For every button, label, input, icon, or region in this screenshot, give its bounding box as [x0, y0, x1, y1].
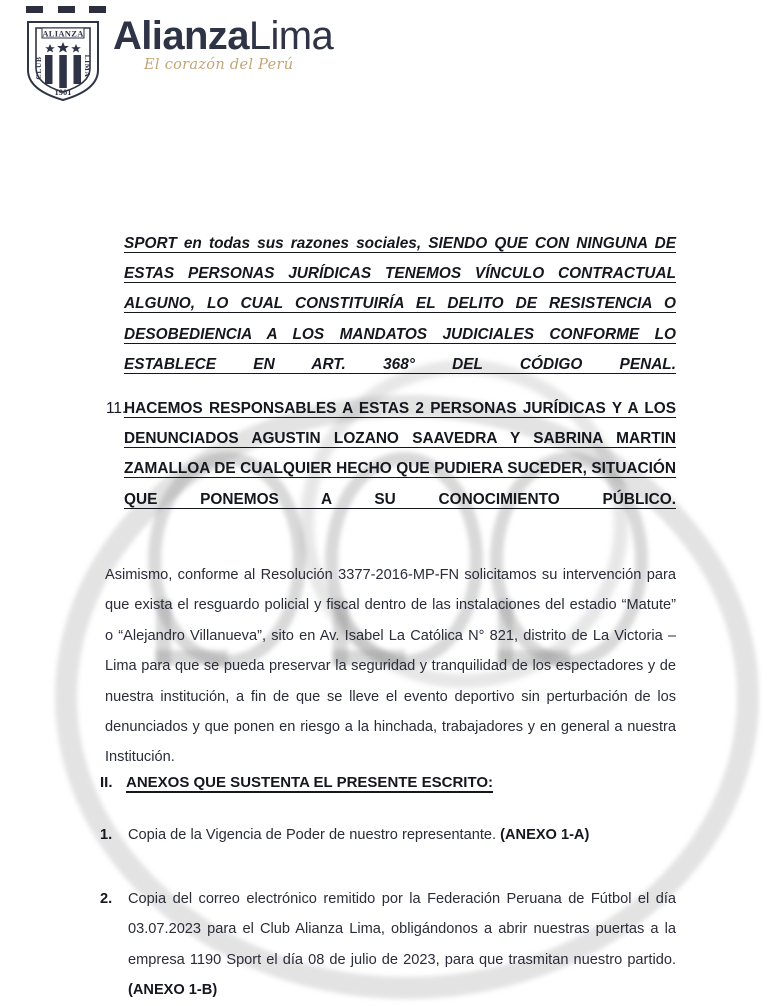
brand-lockup	[113, 14, 333, 73]
alianza-lima-crest-logo	[24, 16, 102, 102]
brand-wordmark	[113, 14, 333, 58]
brand-name-bold: Alianza	[113, 14, 249, 58]
svg-text:1901: 1901	[54, 87, 72, 97]
crest-top-marks	[26, 6, 106, 13]
anexo-2-text: Copia del correo electrónico remitido por la Federación Peruana de Fútbol el día 03.07.2023 para el Club Alianza Lima, obligándonos a abrir nuestras puertas a la empresa 1190 Sport el día 08 de julio de 2023, para que trasmitan nuestro partido.	[128, 891, 676, 968]
anexo-1-marker: 1.	[100, 827, 113, 843]
anexo-list-item-2	[100, 884, 676, 1006]
anexo-2-body	[128, 884, 676, 1006]
section-numeral: II.	[100, 774, 113, 791]
anexo-1-body	[128, 820, 676, 850]
anexo-2-marker: 2.	[100, 891, 113, 907]
numbered-item-11-marker: 11.	[106, 400, 127, 417]
anexo-list-item-1	[100, 820, 676, 850]
svg-text:CLUB: CLUB	[34, 56, 43, 80]
section-title: ANEXOS QUE SUSTENTA EL PRESENTE ESCRITO:	[126, 774, 494, 791]
numbered-item-11	[106, 394, 676, 515]
letterhead-header	[0, 0, 767, 105]
anexo-2-reference: (ANEXO 1-B)	[128, 982, 218, 999]
paragraph-asimismo: Asimismo, conforme al Resolución 3377-2016-MP-FN solicitamos su intervención para que exista el resguardo policial y fiscal dentro de las instalaciones del estadio “Matute” o “Alejandro Villanueva”, sito en Av. Isabel La Católica N° 821, distrito de La Victoria – Lima para que se pueda preservar la seguridad y tranquilidad de los espectadores y de nuestra institución, a fin de que se lleve el evento deportivo sin perturbación de los denunciados y que ponen en riesgo a la hinchada, trabajadores y en general a nuestra Institución.	[105, 567, 676, 766]
brand-tagline: El corazón del Perú	[144, 57, 294, 73]
numbered-item-11-text: HACEMOS RESPONSABLES A ESTAS 2 PERSONAS JURÍDICAS Y A LOS DENUNCIADOS AGUSTIN LOZANO SAAVEDRA Y SABRINA MARTIN ZAMALLOA DE CUALQUIER HECHO QUE PUDIERA SUCEDER, SITUACIÓN QUE PONEMOS A SU CONOCIMIENTO PÚBLICO.	[124, 400, 676, 508]
svg-text:ALIANZA: ALIANZA	[42, 28, 84, 39]
section-heading-anexos	[100, 774, 676, 792]
anexo-1-text: Copia de la Vigencia de Poder de nuestro representante.	[128, 827, 501, 843]
anexo-1-reference: (ANEXO 1-A)	[500, 827, 590, 843]
svg-text:LIMA: LIMA	[83, 54, 92, 78]
brand-name-light: Lima	[248, 14, 334, 58]
paragraph-continued-sport: SPORT en todas sus razones sociales, SIENDO QUE CON NINGUNA DE ESTAS PERSONAS JURÍDICAS TENEMOS VÍNCULO CONTRACTUAL ALGUNO, LO CUAL CONSTITUIRÍA EL DELITO DE RESISTENCIA O DESOBEDIENCIA A LOS MANDATOS JUDICIALES CONFORME LO ESTABLECE EN ART. 368° DEL CÓDIGO PENAL.	[124, 235, 676, 373]
